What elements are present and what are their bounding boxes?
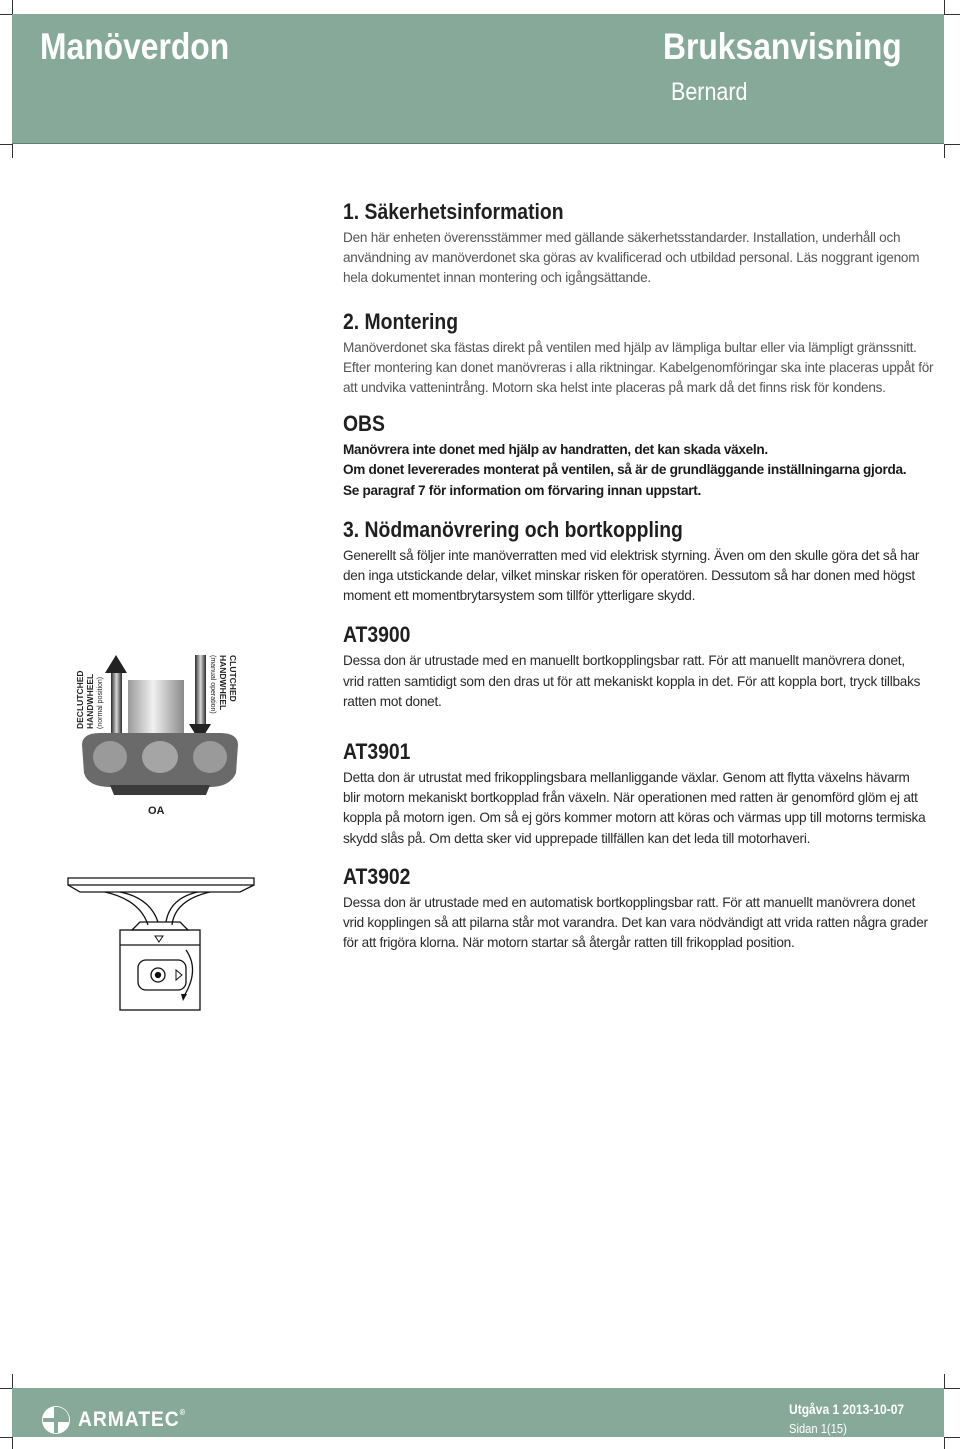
paragraph-line: användning av manöverdonet ska göras av kvalificerad och utbildad personal. Läs noggrant igenom bbox=[343, 250, 920, 266]
document-type: Bruksanvisning bbox=[663, 26, 902, 67]
label-oa: OA bbox=[148, 805, 165, 817]
label-declutched-3: (normal position) bbox=[97, 676, 104, 729]
paragraph-line: Efter montering kan donet manövreras i alla riktningar. Kabelgenomföringar ska inte placeras uppåt för bbox=[343, 359, 934, 375]
label-clutched: CLUTCHED bbox=[228, 655, 238, 702]
main-content bbox=[343, 198, 943, 953]
arrow-down-marker-icon bbox=[155, 936, 163, 942]
edition-label: Utgåva 1 2013-10-07 bbox=[789, 1401, 905, 1417]
brand-name: ARMATEC bbox=[78, 1408, 180, 1431]
crop-mark bbox=[12, 144, 13, 158]
crop-mark bbox=[12, 1374, 13, 1388]
crop-mark bbox=[944, 1437, 945, 1449]
paragraph-line: Detta don är utrustat med frikopplingsbara mellanliggande växlar. Genom att flytta växelns hävarm bbox=[343, 770, 910, 786]
crop-mark bbox=[944, 144, 960, 145]
paragraph-line: Generellt så följer inte manöverratten med vid elektrisk styrning. Även om den skulle göra det så har bbox=[343, 547, 920, 563]
arrow-down-icon bbox=[189, 655, 211, 742]
arrow-up-icon bbox=[105, 655, 127, 742]
paragraph-line: moment ett momentbrytarsystem som tillför ytterligare skydd. bbox=[343, 588, 696, 604]
auto-declutch-figure bbox=[60, 870, 260, 1020]
paragraph-line: hela dokumentet innan montering och igångsättande. bbox=[343, 270, 651, 286]
rotate-arrow-icon bbox=[181, 994, 187, 1001]
section-heading: 2. Montering bbox=[343, 308, 459, 334]
warning-line: Manövrera inte donet med hjälp av handratten, det kan skada växeln. bbox=[343, 442, 768, 458]
page-footer bbox=[12, 1388, 944, 1437]
paragraph-line: Den här enheten överensstämmer med gällande säkerhetsstandarder. Installation, underhåll och bbox=[343, 230, 901, 245]
crop-mark bbox=[944, 14, 960, 15]
section-at3901 bbox=[343, 738, 943, 849]
crop-mark bbox=[0, 144, 12, 145]
page-header bbox=[12, 14, 944, 144]
handwheel-clutch-figure bbox=[70, 645, 250, 825]
crop-mark bbox=[944, 1388, 960, 1389]
crop-mark bbox=[0, 1437, 12, 1438]
crop-mark bbox=[944, 1374, 945, 1388]
handwheel-icon bbox=[82, 733, 238, 795]
label-declutched: DECLUTCHED bbox=[75, 670, 85, 729]
paragraph-line: att undvika vattenintrång. Motorn ska helst inte placeras på mark då det finns risk för kondens. bbox=[343, 380, 886, 396]
obs-heading: OBS bbox=[343, 411, 385, 437]
label-clutched-2: HANDWHEEL bbox=[218, 655, 228, 711]
armatec-logo-icon bbox=[41, 1405, 71, 1435]
crop-mark bbox=[12, 0, 13, 14]
section-at3900 bbox=[343, 621, 943, 712]
section-heading: 3. Nödmanövrering och bortkoppling bbox=[343, 516, 683, 542]
paragraph-line: Dessa don är utrustade med en manuellt bortkopplingsbar ratt. För att manuellt manövrera donet, bbox=[343, 653, 905, 669]
crop-mark bbox=[944, 144, 945, 158]
trademark-symbol: ® bbox=[179, 1408, 186, 1417]
section-mounting bbox=[343, 308, 943, 399]
handwheel-cap bbox=[128, 680, 184, 740]
crop-mark bbox=[0, 1388, 12, 1389]
crop-mark bbox=[944, 0, 945, 14]
paragraph-line: Dessa don är utrustade med en automatisk bortkopplingsbar ratt. För att manuellt manövrera donet bbox=[343, 894, 916, 910]
label-declutched-2: HANDWHEEL bbox=[85, 673, 95, 729]
section-heading: AT3900 bbox=[343, 622, 411, 648]
crop-mark bbox=[12, 1437, 13, 1449]
paragraph-line: vrid kopplingen så att pilarna står mot varandra. Det kan vara nödvändigt att vrida ratten några grader bbox=[343, 915, 928, 931]
crop-mark bbox=[0, 14, 12, 15]
paragraph-line: för att frigöra klorna. När motorn startar så återgår ratten till frikopplad position. bbox=[343, 935, 795, 951]
paragraph-line: Manöverdonet ska fästas direkt på ventilen med hjälp av lämpliga bultar eller via lämpligt gränssnitt. bbox=[343, 339, 917, 355]
section-safety bbox=[343, 198, 943, 289]
warning-line: Om donet levererades monterat på ventilen, så är de grundläggande inställningarna gjorda. bbox=[343, 462, 907, 478]
product-model: Bernard bbox=[671, 78, 748, 106]
section-heading: AT3902 bbox=[343, 863, 411, 889]
section-obs bbox=[343, 410, 943, 501]
arrow-right-marker-icon bbox=[176, 970, 182, 980]
label-clutched-3: (manual operation) bbox=[209, 655, 216, 714]
paragraph-line: ratten mot donet. bbox=[343, 693, 442, 709]
crop-mark bbox=[944, 1437, 960, 1438]
warning-line: Se paragraf 7 för information om förvaring innan uppstart. bbox=[343, 482, 701, 498]
paragraph-line: vrid ratten samtidigt som den dras ut för att mekaniskt koppla in det. För att koppla bort, tryck tillbaks bbox=[343, 673, 921, 689]
section-at3902 bbox=[343, 863, 943, 954]
paragraph-line: den inga utstickande delar, vilket minskar risken för operatören. Dessutom så har donen med högst bbox=[343, 568, 915, 584]
section-heading: AT3901 bbox=[343, 739, 411, 765]
document-title: Manöverdon bbox=[40, 26, 230, 67]
paragraph-line: koppla på motorn igen. Om så ej görs kommer motorn att köras och värmas upp till motorns termiska bbox=[343, 810, 926, 826]
paragraph-line: blir motorn mekaniskt bortkopplad från växeln. När operationen med ratten är genomförd glöm ej att bbox=[343, 790, 918, 806]
section-heading: 1. Säkerhetsinformation bbox=[343, 199, 564, 224]
brand-logo-text bbox=[78, 1408, 186, 1432]
page-number: Sidan 1(15) bbox=[789, 1421, 847, 1436]
section-emergency bbox=[343, 516, 943, 607]
paragraph-line: skydd slås på. Om detta sker vid upprepade tillfällen kan det leda till motorhaveri. bbox=[343, 830, 811, 846]
